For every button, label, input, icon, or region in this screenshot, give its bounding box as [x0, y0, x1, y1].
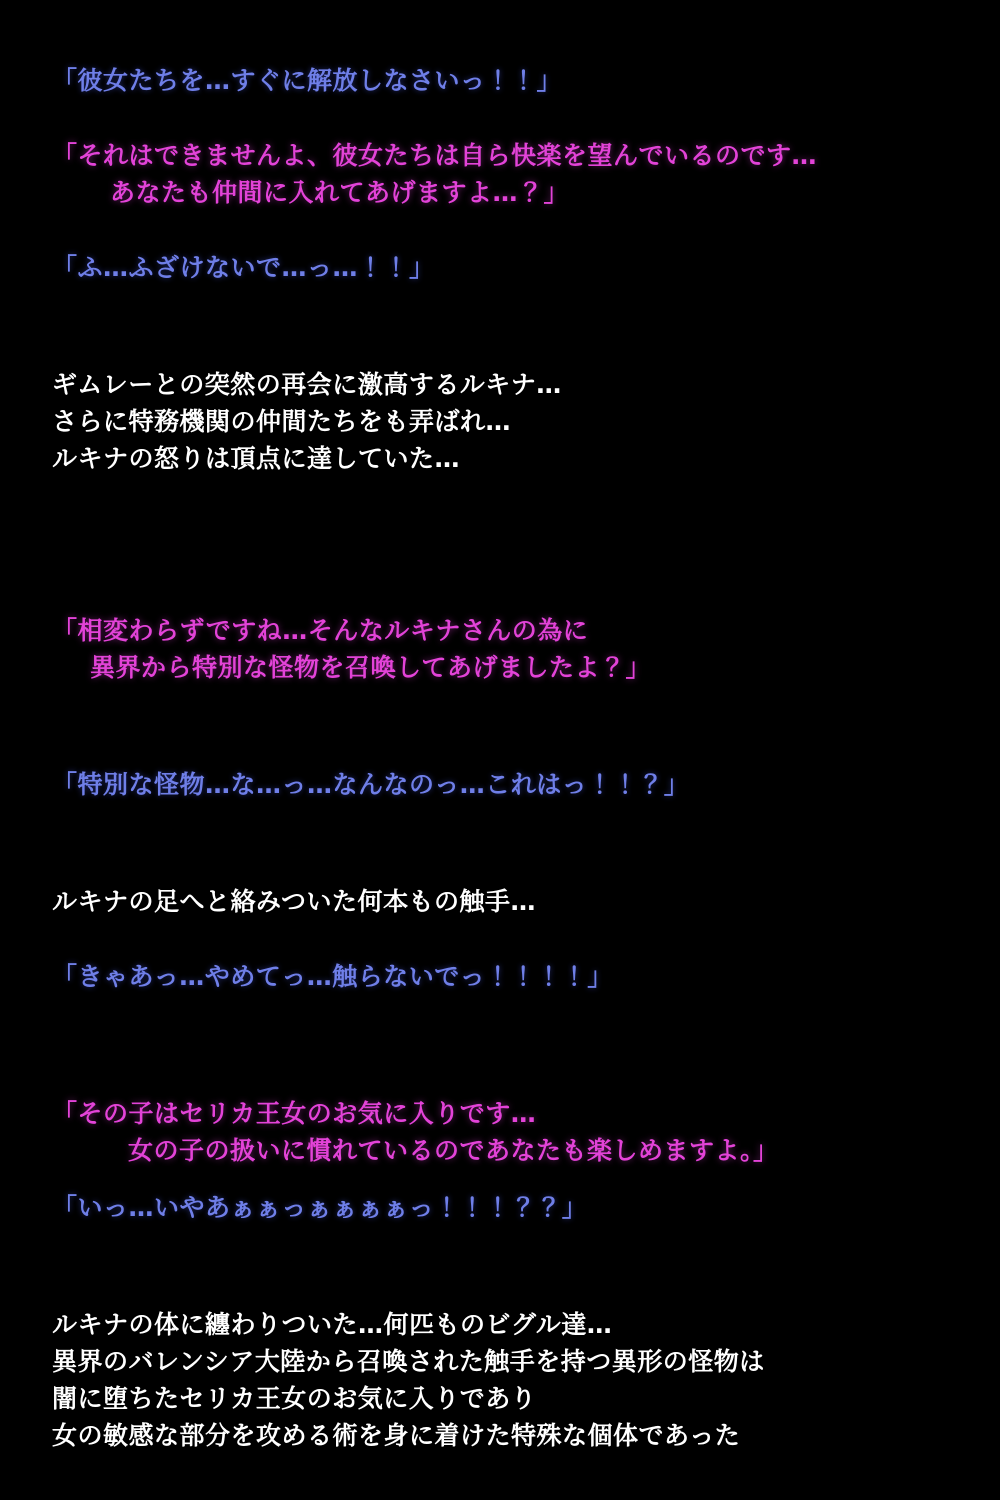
dialogue-line-7 [52, 1095, 950, 1169]
dialogue-text: 「彼女たちを…すぐに解放しなさいっ！！」 [52, 66, 563, 95]
dialogue-line-6 [52, 958, 950, 995]
narration-text: ギムレーとの突然の再会に激高するルキナ… [52, 370, 562, 399]
narration-text: さらに特務機関の仲間たちをも弄ばれ… [52, 407, 512, 436]
dialogue-line-5 [52, 766, 950, 803]
narration-block-1 [52, 366, 950, 477]
dialogue-text: 「いっ…いやあぁぁっぁぁぁぁっ！！！？？」 [52, 1193, 588, 1222]
dialogue-line-1 [52, 62, 950, 99]
narration-text: 闇に堕ちたセリカ王女のお気に入りであり [52, 1384, 537, 1413]
spacer [52, 995, 950, 1095]
narration-text: ルキナの体に纏わりついた…何匹ものビグル達… [52, 1310, 613, 1339]
narration-text: ルキナの足へと絡みついた何本もの触手… [52, 887, 537, 916]
spacer [52, 99, 950, 137]
narration-block-2 [52, 883, 950, 920]
narration-text: 女の敏感な部分を攻める術を身に着けた特殊な個体であった [52, 1421, 741, 1450]
dialogue-text: 異界から特別な怪物を召喚してあげましたよ？」 [90, 653, 652, 682]
dialogue-text: 「それはできませんよ、彼女たちは自ら快楽を望んでいるのです… [52, 141, 818, 170]
narration-text: ルキナの怒りは頂点に達していた… [52, 444, 461, 473]
dialogue-text: 「相変わらずですね…そんなルキナさんの為に [52, 616, 589, 645]
dialogue-text: 女の子の扱いに慣れているのであなたも楽しめますよ。」 [128, 1136, 779, 1165]
spacer [52, 211, 950, 249]
spacer [52, 1169, 950, 1189]
spacer [52, 1226, 950, 1306]
dialogue-text: 「きゃあっ…やめてっ…触らないでっ！！！！」 [52, 962, 613, 991]
dialogue-text: 「ふ…ふざけないで…っ…！！」 [52, 253, 435, 282]
dialogue-line-3 [52, 249, 950, 286]
spacer [52, 920, 950, 958]
dialogue-text: 「その子はセリカ王女のお気に入りです… [52, 1099, 537, 1128]
dialogue-text: 「特別な怪物…な…っ…なんなのっ…これはっ！！？」 [52, 770, 690, 799]
dialogue-text: あなたも仲間に入れてあげますよ…？」 [110, 178, 570, 207]
narration-block-3 [52, 1306, 950, 1454]
spacer [52, 686, 950, 766]
dialogue-line-2 [52, 137, 950, 211]
spacer [52, 803, 950, 883]
spacer [52, 286, 950, 366]
dialogue-line-8 [52, 1189, 950, 1226]
narration-text: 異界のバレンシア大陸から召喚された触手を持つ異形の怪物は [52, 1347, 765, 1376]
dialogue-line-4 [52, 612, 950, 686]
spacer [52, 477, 950, 612]
